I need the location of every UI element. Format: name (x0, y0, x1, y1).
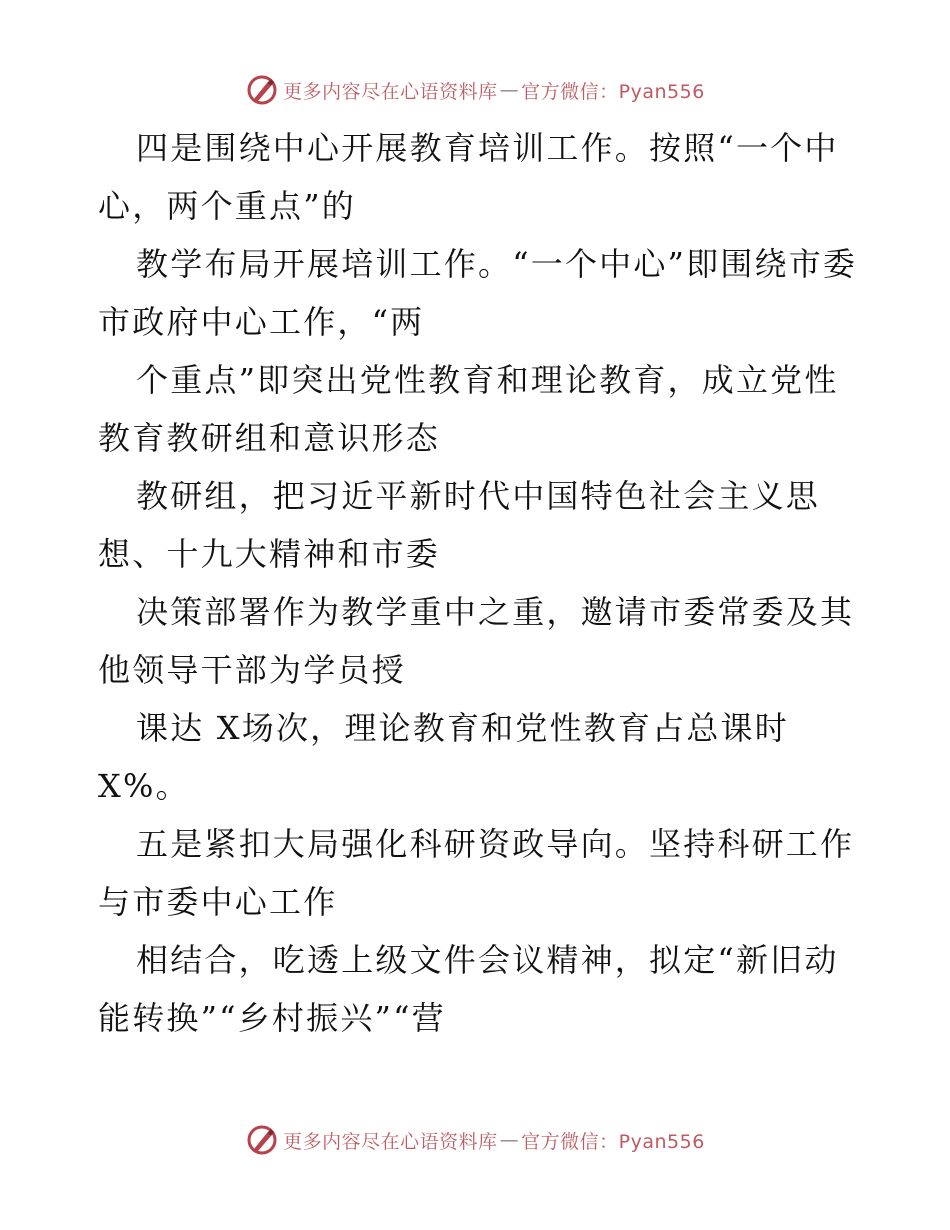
header-banner-wechat: 官方微信：Pyan556 (521, 80, 705, 103)
paragraph: 教学布局开展培训工作。“一个中心”即围绕市委市政府中心工作，“两 (98, 245, 858, 341)
pen-logo-icon (245, 73, 279, 107)
footer-banner-text: 更多内容尽在心语资料库 (283, 1130, 498, 1153)
document-body (98, 119, 858, 1047)
footer-banner (0, 1120, 950, 1160)
paragraph: 决策部署作为教学重中之重，邀请市委常委及其他领导干部为学员授 (98, 593, 855, 689)
header-banner-text: 更多内容尽在心语资料库 (283, 80, 498, 103)
paragraph: 教研组，把习近平新时代中国特色社会主义思想、十九大精神和市委 (98, 477, 821, 573)
paragraph: 五是紧扣大局强化科研资政导向。坚持科研工作与市委中心工作 (98, 825, 855, 921)
paragraph: 四是围绕中心开展教育培训工作。按照“一个中心，两个重点”的 (98, 129, 839, 225)
paragraph: 课达 X场次，理论教育和党性教育占总课时 X%。 (98, 709, 789, 805)
paragraph: 个重点”即突出党性教育和理论教育，成立党性教育教研组和意识形态 (98, 361, 839, 457)
footer-banner-wechat: 官方微信：Pyan556 (521, 1130, 705, 1153)
pen-logo-icon (245, 1123, 279, 1157)
footer-banner-separator: — (499, 1129, 520, 1151)
header-banner-separator: — (499, 79, 520, 101)
paragraph: 相结合，吃透上级文件会议精神，拟定“新旧动能转换”“乡村振兴”“营 (98, 941, 839, 1037)
header-banner (0, 70, 950, 110)
